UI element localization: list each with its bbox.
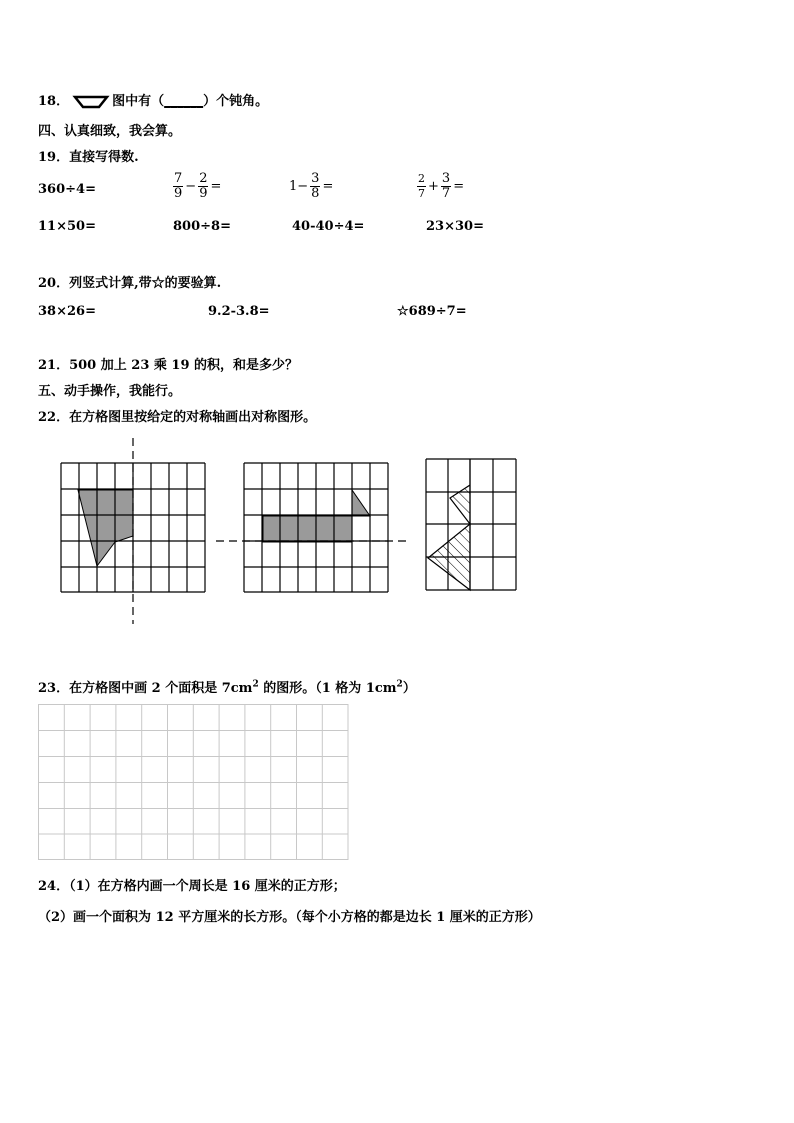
q22-title: 22．在方格图里按给定的对称轴画出对称图形。 — [38, 410, 317, 425]
q22-grid-2[interactable] — [216, 462, 406, 602]
q19-row2-d: 23×30= — [426, 219, 484, 234]
q18-line — [38, 90, 268, 109]
q20-b: 9.2-3.8= — [208, 304, 270, 319]
fraction: $\frac{3}{7}$ — [441, 171, 451, 201]
q24-line-1: 24．（1）在方格内画一个周长是 16 厘米的正方形； — [38, 879, 346, 894]
q19-title: 19．直接写得数. — [38, 150, 139, 165]
q23-grid[interactable] — [38, 704, 349, 860]
q19-row1-c: 1− $\frac{3}{8}$ = — [289, 171, 334, 201]
q19-row2-b: 800÷8= — [173, 219, 231, 234]
q18-number: 18． — [38, 94, 70, 109]
q20-title: 20．列竖式计算,带☆的要验算. — [38, 276, 222, 291]
q22-grid-1[interactable] — [60, 438, 206, 624]
q19-row2-a: 11×50= — [38, 219, 96, 234]
section-5-heading: 五、动手操作，我能行。 — [38, 384, 182, 399]
q20-a: 38×26= — [38, 304, 96, 319]
q23-title: 23．在方格图中画 2 个面积是 $7cm^2$ 的图形。（1 格为 $1cm^2$） — [38, 679, 416, 696]
q19-row2-c: 40-40÷4= — [292, 219, 365, 234]
fraction: $\frac{2}{7}$ — [418, 172, 425, 200]
q19-row1-a: 360÷4= — [38, 182, 96, 197]
q24-line-2: （2）画一个面积为 12 平方厘米的长方形。（每个小方格的都是边长 1 厘米的正方形） — [38, 910, 541, 925]
q20-c: ☆689÷7= — [397, 304, 467, 319]
q21-text: 21．500 加上 23 乘 19 的积，和是多少？ — [38, 358, 299, 373]
q22-grid-3[interactable] — [424, 458, 518, 592]
q18-text-a: 图中有（ — [112, 94, 165, 109]
trapezoid-icon — [74, 95, 108, 109]
q19-row1-b: $\frac{7}{9}$ − $\frac{2}{9}$ = — [174, 171, 222, 201]
fraction: $\frac{7}{9}$ — [174, 171, 183, 201]
q18-text-b: ）个钝角。 — [203, 94, 269, 109]
q19-row1-d: $\frac{2}{7}$ + $\frac{3}{7}$ = — [418, 171, 465, 201]
given-shape — [78, 490, 133, 566]
section-4-heading: 四、认真细致，我会算。 — [38, 124, 182, 139]
q18-blank[interactable]: ______ — [164, 94, 204, 109]
fraction: $\frac{3}{8}$ — [311, 171, 320, 201]
fraction: $\frac{2}{9}$ — [199, 171, 208, 201]
